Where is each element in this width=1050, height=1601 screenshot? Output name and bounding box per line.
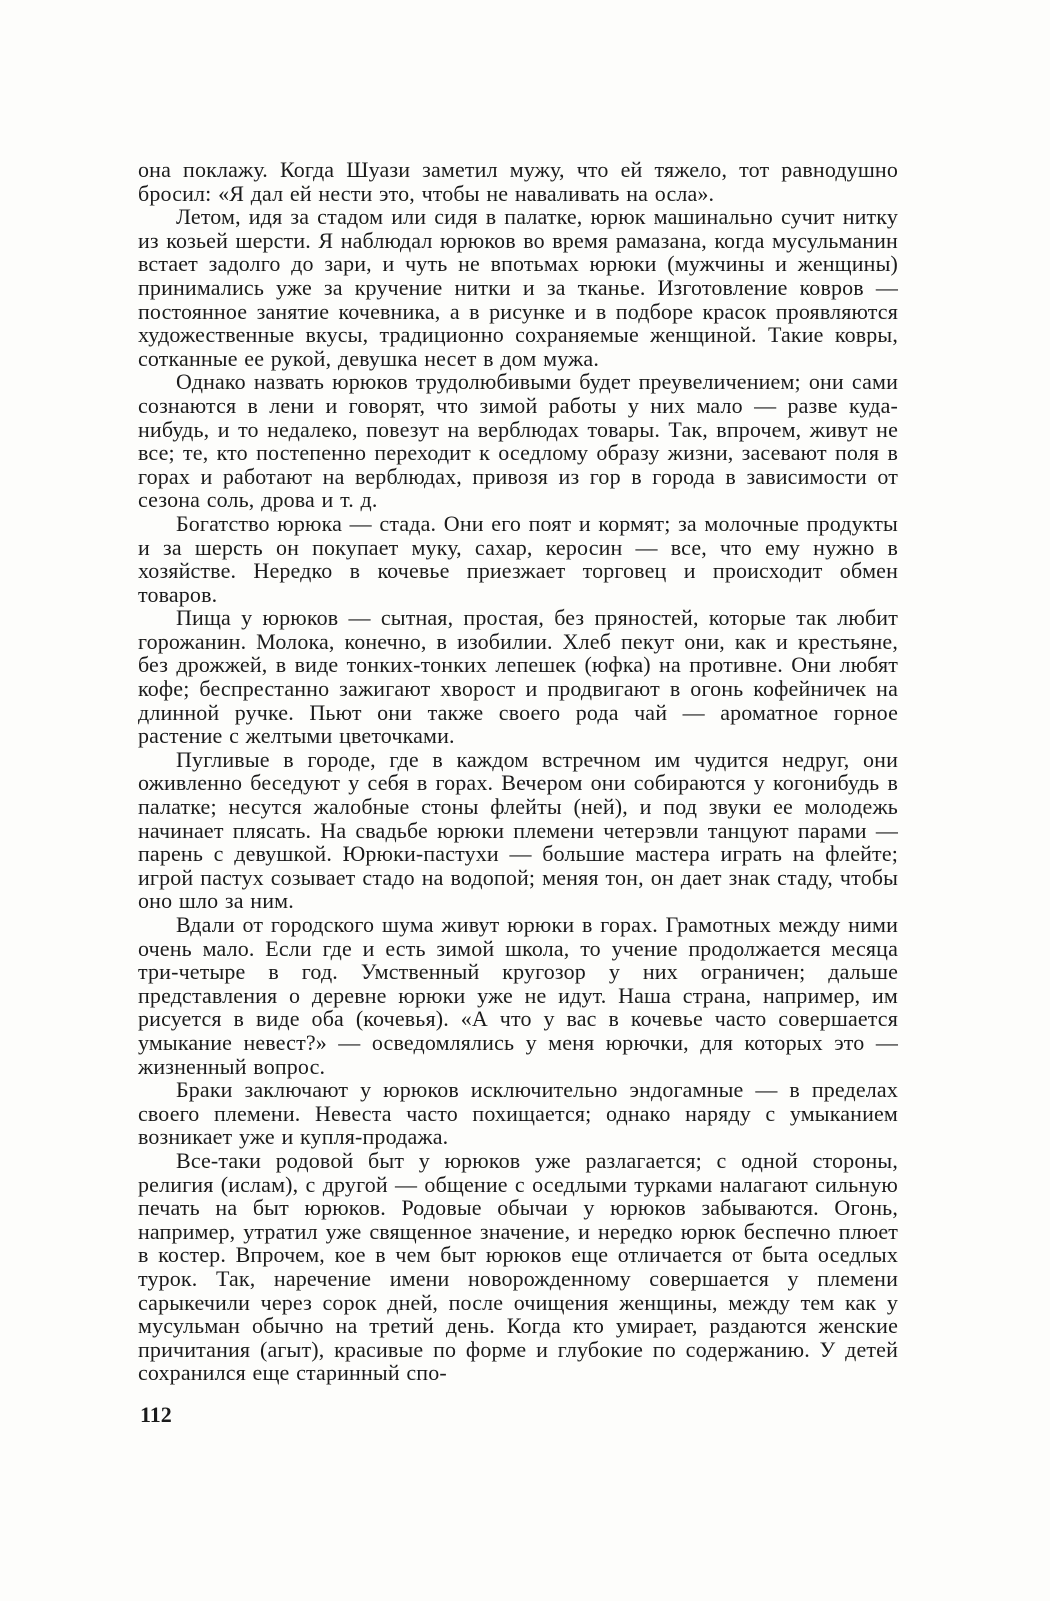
paragraph: Пугливые в городе, где в каждом встречном им чудится недруг, они оживленно беседуют у себя в горах. Вечером они собираются у когонибудь в палатке; несутся жалобные стоны флейты (ней), и под звуки ее молодежь начинает плясать. На свадьбе юрюки племени четерэвли танцуют парами — парень с девушкой. Юрюки-пастухи — большие мастера играть на флейте; игрой пастух созывает стадо на водопой; меняя тон, он дает знак стаду, чтобы оно шло за ним. [138,746,898,914]
paragraph: Однако назвать юрюков трудолюбивыми будет преувеличением; они сами сознаются в лени и говорят, что зимой работы у них мало — разве куда-нибудь, и то недалеко, повезут на верблюдах товары. Так, впрочем, живут не все; те, кто постепенно переходит к оседлому образу жизни, засевают поля в горах и работают на верблюдах, привозя из гор в города в зависимости от сезона соль, дрова и т. д. [138,369,898,513]
paragraph: Летом, идя за стадом или сидя в палатке, юрюк машинально сучит нитку из козьей шерсти. Я наблюдал юрюков во время рамазана, когда мусульманин встает задолго до зари, и чуть не впотьмах юрюки (мужчины и женщины) принимались уже за кручение нитки и за тканье. Изготовление ковров — постоянное занятие кочевника, а в рисунке и в подборе красок проявляются художественные вкусы, традиционно сохраняемые женщиной. Такие ковры, сотканные ее рукой, девушка несет в дом мужа. [138,204,898,371]
body-text [138,158,898,1385]
paragraph: Пища у юрюков — сытная, простая, без пряностей, которые так любит горожанин. Молока, конечно, в изобилии. Хлеб пекут они, как и крестьяне, без дрожжей, в виде тонких-тонких лепешек (юфка) на противне. Они любят кофе; беспрестанно зажигают хворост и продвигают в огонь кофейничек на длинной ручке. Пьют они также своего рода чай — ароматное горное растение с желтыми цветочками. [138,605,898,749]
paragraph: Вдали от городского шума живут юрюки в горах. Грамотных между ними очень мало. Если где и есть зимой школа, то учение продолжается месяца три-четыре в год. Умственный кругозор у них ограничен; дальше представления о деревне юрюки уже не идут. Наша страна, например, им рисуется в виде оба (кочевья). «А что у вас в кочевье часто совершается умыкание невест?» — осведомлялись у меня юрючки, для которых это — жизненный вопрос. [138,912,898,1079]
paragraph: Все-таки родовой быт у юрюков уже разлагается; с одной стороны, религия (ислам), с другой — общение с оседлыми турками налагают сильную печать на быт юрюков. Родовые обычаи у юрюков забываются. Огонь, например, утратил уже священное значение, и нередко юрюк беспечно плюет в костер. Впрочем, кое в чем быт юрюков еще отличается от быта оседлых турок. Так, наречение имени новорожденному совершается у племени сарыкечили через сорок дней, после очищения женщины, между тем как у мусульман обычно на третий день. Когда кто умирает, раздаются женские причитания (агыт), красивые по форме и глубокие по содержанию. У детей сохранился еще старинный спо- [138,1147,898,1386]
paragraph: она поклажу. Когда Шуази заметил мужу, что ей тяжело, тот равнодушно бросил: «Я дал ей нести это, чтобы не наваливать на осла». [138,157,898,206]
paragraph: Богатство юрюка — стада. Они его поят и кормят; за молочные продукты и за шерсть он покупает муку, сахар, керосин — все, что ему нужно в хозяйстве. Нередко в кочевье приезжает торговец и происходит обмен товаров. [138,510,898,607]
page-number: 112 [140,1402,172,1427]
paragraph: Браки заключают у юрюков исключительно эндогамные — в пределах своего племени. Невеста часто похищается; однако наряду с умыканием возникает уже и купля-продажа. [138,1077,898,1150]
